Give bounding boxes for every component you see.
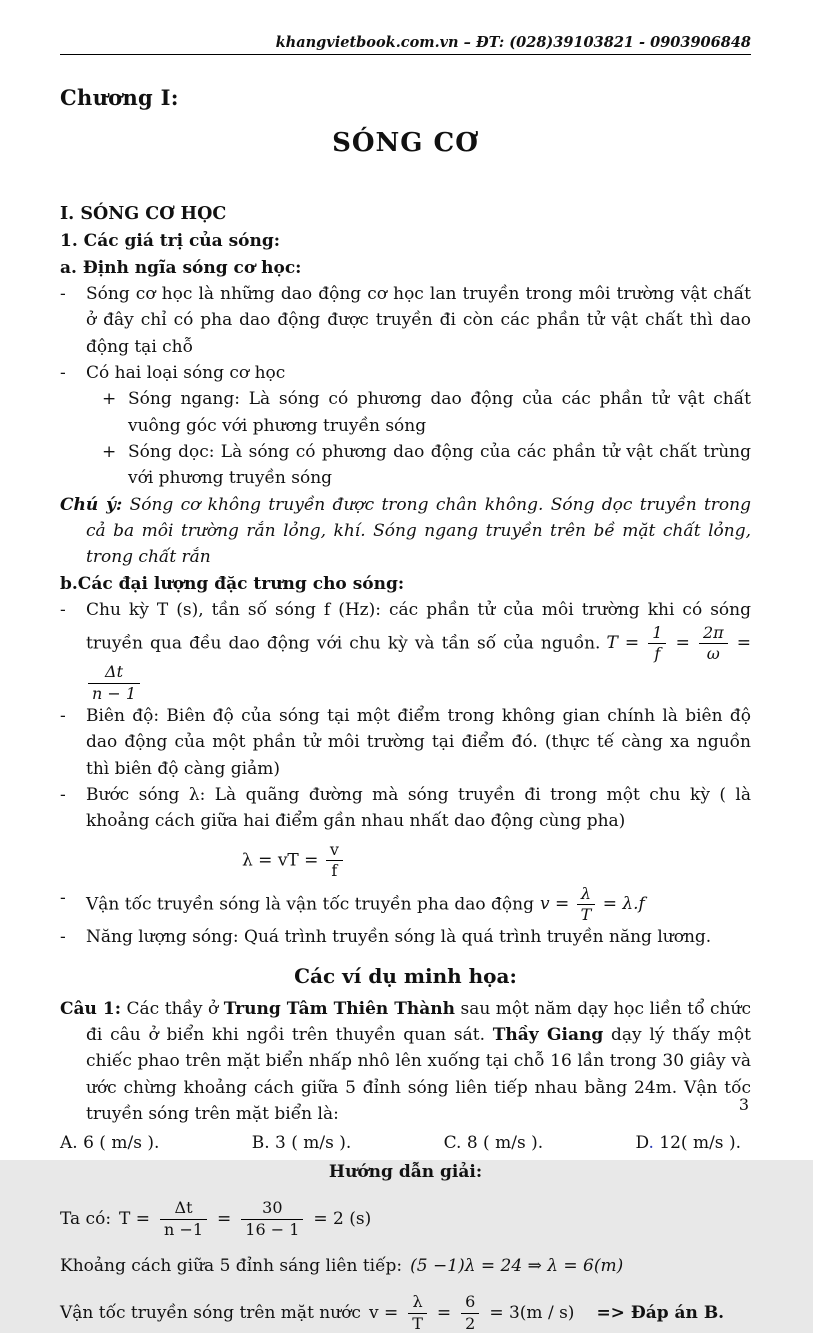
denominator: 16 − 1 [245, 1219, 300, 1239]
numerator: λ [577, 885, 596, 905]
section-heading-4: b.Các đại lượng đặc trưng cho sóng: [60, 573, 405, 594]
dash-marker: - [60, 927, 66, 948]
bullet-text: Bước sóng λ: Là quãng đường mà sóng truyền đi trong một chu kỳ ( là khoảng cách giữa hai điểm gần nhau nhất dao động cùng pha) [86, 785, 751, 832]
fraction [697, 624, 730, 664]
option-dot: . [264, 1133, 270, 1154]
denominator: T [580, 904, 592, 924]
plus-marker: + [102, 389, 117, 410]
option-text: 12( m/s ). [653, 1133, 741, 1154]
theory-bullet-types [60, 360, 751, 386]
option-dot: . [648, 1133, 654, 1154]
equals: = [436, 1302, 452, 1323]
fraction [86, 663, 142, 703]
denominator: T [412, 1313, 423, 1333]
section-heading-1: I. SÓNG CƠ HỌC [60, 204, 227, 225]
fraction [324, 841, 345, 881]
page-title: SÓNG CƠ [332, 127, 479, 158]
theory-bullet-amplitude [60, 703, 751, 782]
answer-option-c [444, 1130, 543, 1156]
option-dot: . [72, 1133, 78, 1154]
dash-marker: - [60, 887, 66, 908]
solution-line-1 [60, 1199, 751, 1239]
option-letter: C [443, 1133, 457, 1154]
theory-sub-bullet-longitudinal [102, 439, 751, 492]
formula-lhs: v = [539, 893, 570, 914]
fraction [575, 885, 598, 925]
bullet-text: Sóng ngang: Là sóng có phương dao động của các phần tử vật chất vuông góc với phương truyền sóng [128, 389, 751, 436]
formula-lhs: T = [119, 1208, 151, 1229]
theory-bullet-energy [60, 924, 751, 950]
theory-bullet-definition [60, 281, 751, 360]
plus-marker: + [102, 442, 117, 463]
theory-bullet-period [60, 597, 751, 703]
answer-option-b [252, 1130, 352, 1156]
numerator: v [326, 841, 343, 861]
numerator: 1 [648, 624, 666, 644]
fraction [459, 1293, 481, 1333]
formula-lhs: T = [606, 632, 640, 653]
section-heading-3: a. Định ngĩa sóng cơ học: [60, 257, 302, 278]
question-bold-2: Thầy Giang [492, 1025, 604, 1046]
dash-marker: - [60, 363, 66, 384]
formula-lhs: v = [368, 1302, 399, 1323]
denominator: n − 1 [92, 683, 137, 703]
solution-lead: Khoảng cách giữa 5 đỉnh sáng liên tiếp: [60, 1255, 403, 1276]
answer-highlight: => Đáp án B. [596, 1302, 725, 1323]
dash-marker: - [60, 600, 66, 621]
denominator: f [331, 861, 338, 881]
theory-sub-bullet-transverse [102, 386, 751, 439]
option-letter: A [60, 1133, 73, 1154]
numerator: 2π [699, 624, 728, 644]
bullet-text: Sóng dọc: Là sóng có phương dao động của các phần tử vật chất trùng với phương truyền sóng [128, 442, 751, 489]
question-label: Câu 1: [60, 998, 122, 1019]
option-letter: D [635, 1133, 649, 1154]
answer-options [60, 1130, 751, 1156]
option-text: 8 ( m/s ). [461, 1133, 544, 1154]
answer-option-a [60, 1130, 159, 1156]
theory-bullet-wavelength [60, 782, 751, 835]
formula-velocity [539, 883, 645, 924]
answer-option-d [635, 1130, 741, 1156]
question-1 [60, 996, 751, 1128]
formula-rhs: = λ.f [602, 893, 645, 914]
option-text: 3 ( m/s ). [269, 1133, 352, 1154]
fraction [646, 624, 668, 664]
dash-marker: - [60, 785, 66, 806]
solution-line-3 [60, 1293, 751, 1333]
question-bold-1: Trung Tâm Thiên Thành [223, 998, 455, 1019]
equals: = [217, 1208, 232, 1229]
question-text: sau một năm dạy học liền tổ chức đi câu ở biển khi ngồi trên thuyền quan sát. [86, 998, 751, 1046]
bullet-text: Sóng cơ học là những dao động cơ học lan truyền trong môi trường vật chất ở đây chỉ có pha dao động được truyền đi còn các phần tử vật chất thì dao động tại chỗ [86, 284, 751, 357]
dash-marker: - [60, 706, 66, 727]
bullet-text: Có hai loại sóng cơ học [86, 363, 286, 384]
formula-result: = 3(m / s) [489, 1302, 575, 1323]
numerator: Δt [160, 1199, 207, 1219]
bullet-text [86, 885, 751, 925]
note-label: Chú ý: [60, 494, 123, 515]
fraction [239, 1199, 305, 1239]
option-dot: . [456, 1133, 462, 1154]
velocity-text: Vận tốc truyền sóng là vận tốc truyền pha dao động [86, 893, 534, 914]
denominator: n −1 [164, 1219, 204, 1239]
theory-bullet-velocity [60, 885, 751, 925]
fraction [406, 1293, 429, 1333]
numerator: 30 [241, 1199, 303, 1219]
equals: = [675, 632, 690, 653]
numerator: λ [408, 1293, 427, 1313]
fraction [158, 1199, 209, 1239]
equals: = [736, 632, 751, 653]
question-text: dạy lý thấy một chiếc phao trên mặt biển nhấp nhô lên xuống tại chỗ 16 lần trong 30 giây và ước chừng khoảng cách giữa 5 đỉnh sóng liên tiếp nhau bằng 24m. Vận tốc truyền sóng trên mặt biển là: [86, 1025, 751, 1125]
bullet-text: Biên độ: Biên độ của sóng tại một điểm trong không gian chính là biên độ dao động của một phần tử môi trường tại điểm đó. (thực tế càng xa nguồn thì biên độ càng giảm) [86, 706, 751, 779]
page-number: 3 [738, 1095, 749, 1115]
denominator: 2 [465, 1313, 476, 1333]
formula-wavelength [242, 841, 751, 881]
note-paragraph [60, 492, 751, 571]
solution-heading: Hướng dẫn giải: [328, 1161, 483, 1182]
numerator: 6 [461, 1293, 479, 1313]
period-text: Chu kỳ T (s), tần số sóng f (Hz): các phần tử của môi trường khi có sóng truyền qua đều dao động với chu kỳ và tần số của nguồn. [86, 600, 751, 653]
formula-inline: (5 −1)λ = 24 ⇒ λ = 6(m) [410, 1255, 624, 1276]
solution-lead: Ta có: [60, 1208, 112, 1229]
chapter-heading: Chương I: [60, 85, 179, 111]
solution-line-2 [60, 1253, 751, 1279]
question-text: Các thầy ở [121, 998, 224, 1019]
bullet-text [86, 597, 751, 703]
bullet-text: Năng lượng sóng: Quá trình truyền sóng là quá trình truyền năng lương. [86, 927, 712, 948]
solution-lead: Vận tốc truyền sóng trên mặt nước [60, 1302, 361, 1323]
option-text: 6 ( m/s ). [77, 1133, 160, 1154]
denominator: ω [706, 643, 720, 663]
note-text: Sóng cơ không truyền được trong chân không. Sóng dọc truyền trong cả ba môi trường rắn lỏng, khí. Sóng ngang truyền trên bề mặt chất lỏng, trong chất rắn [86, 494, 751, 568]
section-heading-2: 1. Các giá trị của sóng: [60, 231, 281, 252]
examples-heading: Các ví dụ minh họa: [294, 963, 517, 988]
denominator: f [654, 643, 661, 663]
formula-lhs: λ = vT = [242, 850, 319, 871]
option-letter: B [251, 1133, 265, 1154]
page-header: khangvietbook.com.vn – ĐT: (028)39103821 - 0903906848 [60, 34, 751, 55]
dash-marker: - [60, 284, 66, 305]
formula-result: = 2 (s) [313, 1208, 372, 1229]
numerator: Δt [88, 663, 140, 683]
